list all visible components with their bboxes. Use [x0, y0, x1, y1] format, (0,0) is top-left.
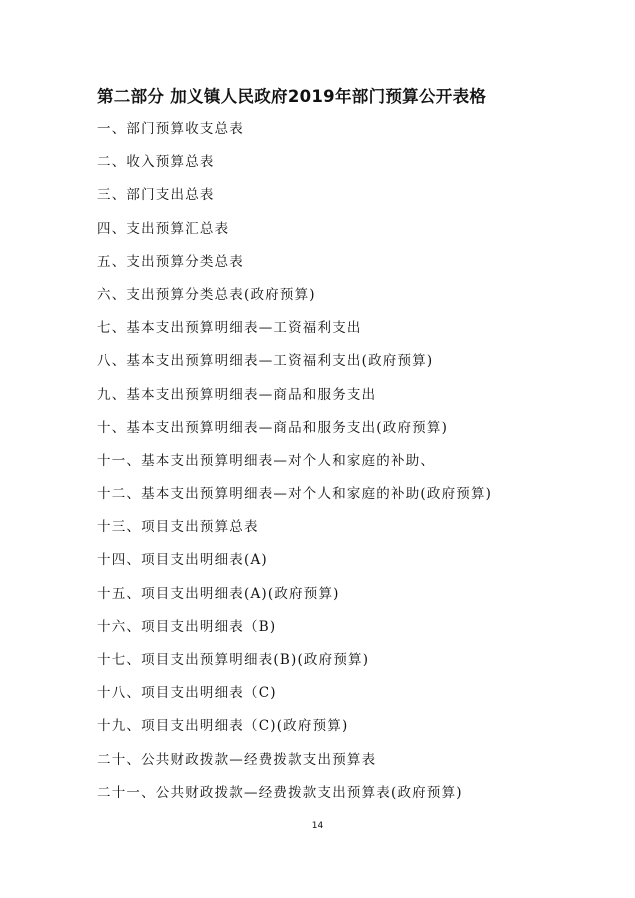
list-item: 十九、项目支出明细表（C)(政府预算)	[97, 718, 349, 735]
page-number: 14	[311, 821, 324, 831]
list-item: 十六、项目支出明细表（B)	[97, 618, 277, 635]
list-item: 十一、基本支出预算明细表—对个人和家庭的补助、	[97, 452, 436, 469]
list-item: 十四、项目支出明细表(A)	[97, 552, 268, 569]
list-item: 三、部门支出总表	[97, 187, 215, 204]
list-item: 十、基本支出预算明细表—商品和服务支出(政府预算)	[97, 419, 449, 436]
list-item: 四、支出预算汇总表	[97, 220, 230, 237]
list-item: 十八、项目支出明细表（C)	[97, 685, 277, 702]
list-item: 九、基本支出预算明细表—商品和服务支出	[97, 386, 377, 403]
list-item: 十五、项目支出明细表(A)(政府预算)	[97, 585, 340, 602]
table-list	[97, 119, 492, 816]
list-item: 七、基本支出预算明细表—工资福利支出	[97, 320, 362, 337]
section-heading: 第二部分 加义镇人民政府2019年部门预算公开表格	[97, 87, 487, 106]
list-item: 五、支出预算分类总表	[97, 253, 244, 270]
list-item: 十二、基本支出预算明细表—对个人和家庭的补助(政府预算)	[97, 486, 493, 503]
list-item: 一、部门预算收支总表	[97, 121, 244, 137]
list-item: 八、基本支出预算明细表—工资福利支出(政府预算)	[97, 353, 434, 370]
list-item: 十七、项目支出预算明细表(B)(政府预算)	[97, 652, 370, 668]
list-item: 二、收入预算总表	[97, 154, 215, 171]
list-item: 十三、项目支出预算总表	[97, 519, 259, 536]
list-item: 六、支出预算分类总表(政府预算)	[97, 286, 316, 303]
list-item: 二十、公共财政拨款—经费拨款支出预算表	[97, 751, 377, 768]
list-item: 二十一、公共财政拨款—经费拨款支出预算表(政府预算)	[97, 784, 463, 801]
